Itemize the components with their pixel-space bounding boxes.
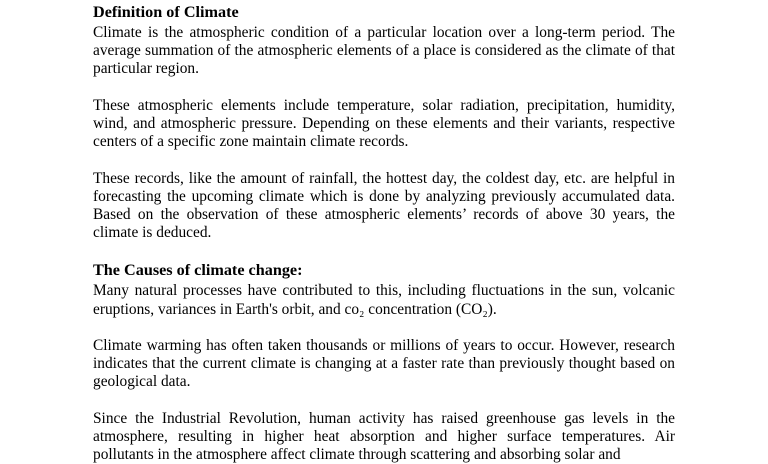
- paragraph: Climate warming has often taken thousands or millions of years to occur. However, research indicates that the current climate is changing at a faster rate than previously thought based on geological data.: [93, 337, 675, 391]
- paragraph: Many natural processes have contributed to this, including fluctuations in the sun, volcanic eruptions, variances in Earth's orbit, and co₂ concentration (CO₂).: [93, 282, 675, 318]
- section-heading: Definition of Climate: [93, 3, 239, 21]
- section-heading: The Causes of climate change:: [93, 261, 303, 280]
- section-causes: [93, 260, 675, 464]
- paragraph: Since the Industrial Revolution, human activity has raised greenhouse gas levels in the atmosphere, resulting in higher heat absorption and higher surface temperatures. Air pollutants in the atmosphere affect climate through scattering and absorbing solar and: [93, 409, 675, 464]
- paragraph: Climate is the atmospheric condition of a particular location over a long-term period. The average summation of the atmospheric elements of a place is considered as the climate of that particular region.: [93, 24, 675, 78]
- paragraph: These records, like the amount of rainfall, the hottest day, the coldest day, etc. are helpful in forecasting the upcoming climate which is done by analyzing previously accumulated data. Based on the observation of these atmospheric elements’ records of above 30 years, the climate is deduced.: [93, 169, 675, 242]
- section-definition: [93, 2, 675, 242]
- paragraph: These atmospheric elements include temperature, solar radiation, precipitation, humidity, wind, and atmospheric pressure. Depending on these elements and their variants, respective centers of a specific zone maintain climate records.: [93, 96, 675, 151]
- document-page: [93, 2, 675, 464]
